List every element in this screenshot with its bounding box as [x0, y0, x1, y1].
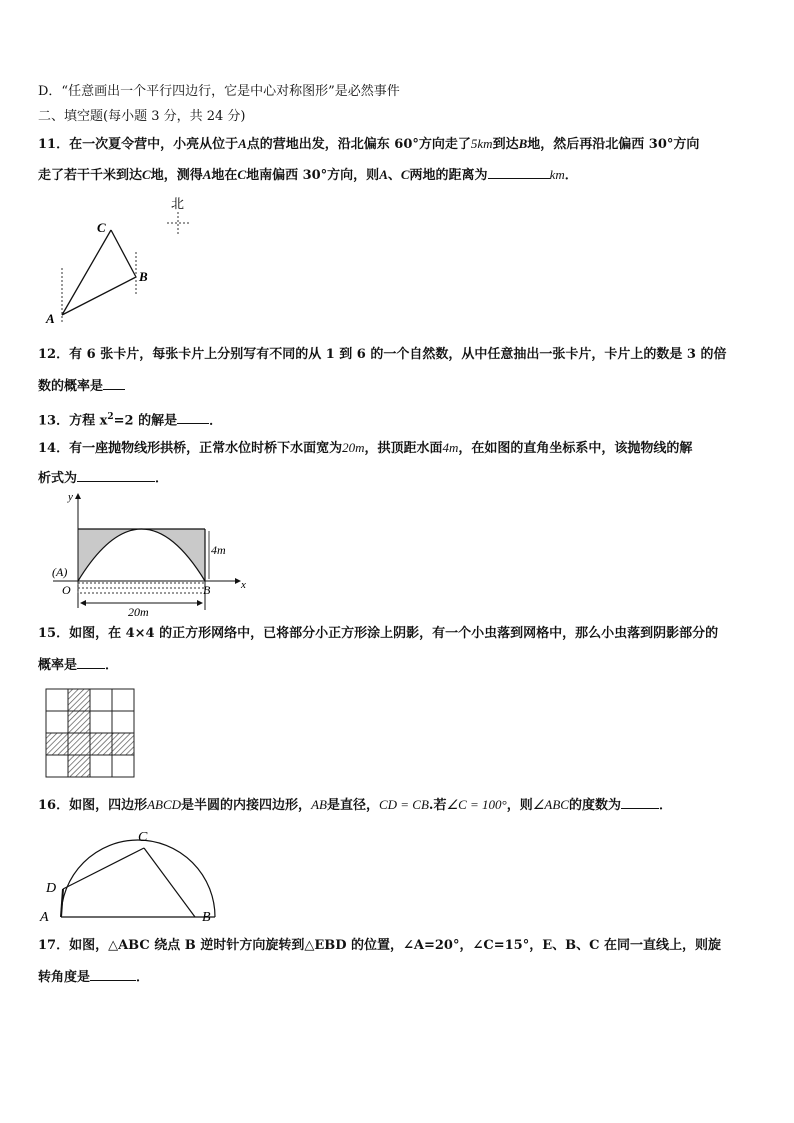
q17-answer-blank[interactable]	[90, 968, 136, 981]
q15-answer-blank[interactable]	[77, 656, 105, 669]
label-x: x	[241, 579, 246, 591]
q14-line2: 析式为 ．	[38, 471, 169, 486]
grid-cell-shaded	[68, 689, 90, 711]
grid-cell-shaded	[68, 711, 90, 733]
figure-q15-grid	[45, 688, 135, 778]
figure-q11-triangle	[40, 190, 200, 330]
north-label: 北	[171, 196, 185, 211]
grid-cell	[46, 755, 68, 777]
q13-line: 13．方程 $x^2=2$ 的解是 ．	[38, 412, 223, 429]
q12-line2: 数的概率是	[38, 377, 125, 396]
label-d: D	[46, 881, 57, 896]
label-width: 20m	[128, 605, 149, 619]
q11-answer-blank[interactable]	[488, 166, 550, 179]
grid-cell-shaded	[68, 733, 90, 755]
q14-line1: 14．有一座抛物线形拱桥，正常水位时桥下水面宽为20m，拱顶距水面4m，在如图的直角坐标系中，该抛物线的解	[38, 440, 693, 456]
grid-cell-shaded	[46, 733, 68, 755]
grid-cell	[90, 689, 112, 711]
label-y: y	[68, 491, 73, 503]
label-c: C	[97, 220, 106, 235]
grid-cell	[112, 755, 134, 777]
grid-cell-shaded	[68, 755, 90, 777]
label-a: A	[40, 910, 49, 924]
grid-cell	[112, 689, 134, 711]
option-d: D．“任意画出一个平行四边行，它是中心对称图形”是必然事件	[38, 84, 400, 99]
q17-line2: 转角度是 ．	[38, 970, 150, 985]
label-b: B	[139, 269, 148, 284]
label-b: B	[202, 910, 211, 924]
label-o: O	[62, 583, 71, 597]
q11-line1: 11．在一次夏令营中，小亮从位于A点的营地出发，沿北偏东 60°方向走了5km到达B地，然后再沿北偏西 30°方向	[38, 136, 700, 152]
segment-ad	[61, 889, 63, 917]
figure-q16-semicircle	[34, 824, 224, 924]
grid-cell	[46, 711, 68, 733]
q15-line2: 概率是 ．	[38, 658, 119, 673]
label-height: 4m	[211, 543, 226, 557]
grid-cell	[90, 711, 112, 733]
q16-line: 16．如图，四边形ABCD是半圆的内接四边形，AB是直径，CD = CB.若∠C = 100°，则∠ABC的度数为 ．	[38, 797, 673, 813]
grid-cell	[112, 711, 134, 733]
grid-cell-shaded	[90, 733, 112, 755]
q17-line1: 17．如图，△ABC 绕点 B 逆时针方向旋转到△EBD 的位置，∠A=20°，∠C=15°，E、B、C 在同一直线上，则旋	[38, 938, 721, 953]
q13-answer-blank[interactable]	[177, 411, 209, 424]
label-a: A	[46, 311, 55, 326]
segment-dc	[63, 848, 144, 889]
q11-line2: 走了若干千米到达C地，测得A地在C地南偏西 30°方向，则A、C两地的距离为 km．	[38, 167, 578, 183]
label-b: B	[203, 583, 211, 597]
q12-answer-blank[interactable]	[103, 377, 125, 390]
label-a: (A)	[52, 565, 68, 579]
q14-answer-blank[interactable]	[77, 469, 155, 482]
section-fill-in-blank: 二、填空题(每小题 3 分，共 24 分)	[38, 109, 246, 124]
grid-cell	[90, 755, 112, 777]
grid-cell-shaded	[112, 733, 134, 755]
grid-cell	[46, 689, 68, 711]
q15-line1: 15．如图，在 4×4 的正方形网络中，已将部分小正方形涂上阴影，有一个小虫落到网格中，那么小虫落到阴影部分的	[38, 626, 719, 641]
segment-cb	[111, 230, 136, 277]
figure-q14-parabola-bridge	[48, 490, 258, 620]
label-c: C	[138, 830, 148, 845]
q16-answer-blank[interactable]	[621, 796, 659, 809]
q12-line1: 12．有 6 张卡片，每张卡片上分别写有不同的从 1 到 6 的一个自然数，从中任意抽出一张卡片，卡片上的数是 3 的倍	[38, 347, 727, 362]
water-dashed-box	[78, 583, 205, 593]
